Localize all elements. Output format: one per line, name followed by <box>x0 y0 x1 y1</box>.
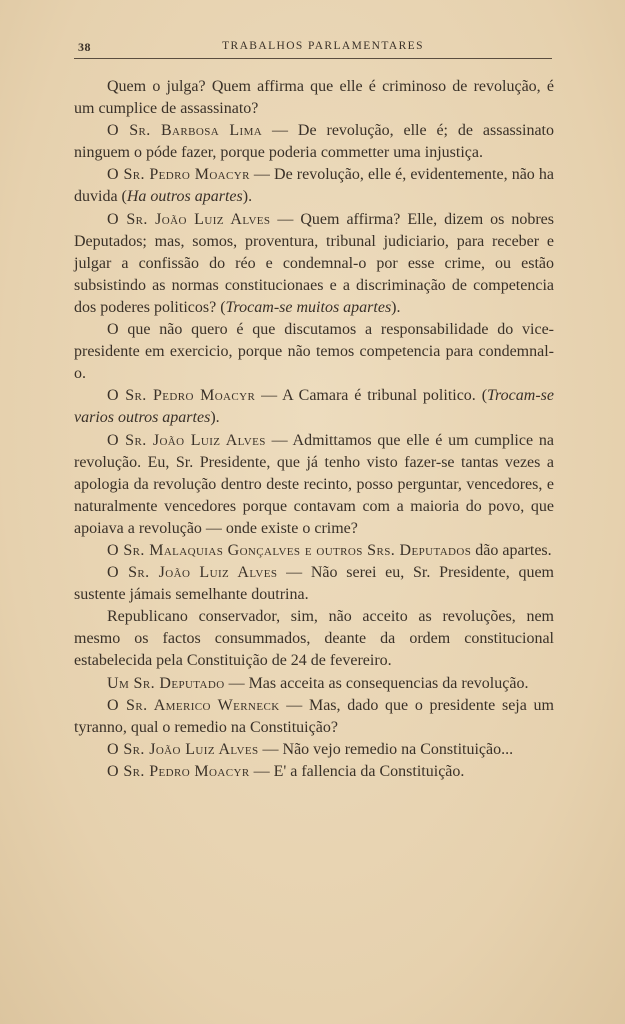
paragraph <box>74 385 554 429</box>
paragraph <box>74 430 554 540</box>
paragraph-text: — E' a fallencia da Constituição. <box>249 762 465 780</box>
speaker-name: Um Sr. Deputado <box>107 674 225 692</box>
paragraph-text: — A Camara é tribunal politico. ( <box>255 387 488 405</box>
paragraph-tail: ). <box>242 188 253 206</box>
paragraph <box>74 673 554 695</box>
paragraph-text: Republicano conservador, sim, não acceito as revoluções, nem mesmo os factos consummados, deante da ordem constitucional estabelecida pela Constituição de 24 de fevereiro. <box>74 608 554 670</box>
paragraph-text: — Não serei eu, Sr. Presidente, quem sustente jámais semelhante doutrina. <box>74 564 555 604</box>
paragraph <box>74 319 554 385</box>
paragraph <box>74 540 554 562</box>
paragraph-text: dão apartes. <box>471 541 552 559</box>
paragraph <box>74 739 554 761</box>
paragraph <box>74 209 554 319</box>
paragraph <box>74 120 554 164</box>
paragraph <box>74 76 554 120</box>
paragraph-text: O que não quero é que discutamos a responsabilidade do vice-presidente em exercicio, porque não temos competencia para condemnal-o. <box>74 321 554 383</box>
paragraph-text: — De revolução, elle é; de assassinato ninguem o póde fazer, porque poderia commetter uma injustiça. <box>74 122 554 162</box>
speaker-name: O Sr. João Luiz Alves <box>107 210 271 228</box>
speaker-name: O Sr. Pedro Moacyr <box>107 387 256 405</box>
paragraph-text: — De revolução, elle é, evidentemente, não ha duvida ( <box>74 166 554 206</box>
paragraph-text: — Admittamos que elle é um cumplice na revolução. Eu, Sr. Presidente, que já tenho visto fazer-se tantas vezes a apologia da revolução dentro deste recinto, posso perguntar, vencedores, e naturalmente vencedores porque contavam com a maioria do povo, que apoiava a revolução — onde existe o crime? <box>74 431 554 537</box>
paragraph-text: — Mas acceita as consequencias da revolução. <box>224 674 529 692</box>
speaker-name: O Sr. Pedro Moacyr <box>107 762 250 780</box>
paragraph <box>74 164 554 208</box>
stage-direction: Trocam-se muitos apartes <box>225 298 392 316</box>
speaker-name: O Sr. Americo Werneck <box>107 696 280 714</box>
body-text <box>74 76 554 783</box>
page-number: 38 <box>78 40 91 54</box>
speaker-name: O Sr. Barbosa Lima <box>107 122 263 140</box>
page-header <box>74 36 552 59</box>
paragraph-text: — Não vejo remedio na Constituição... <box>258 740 514 758</box>
speaker-name: O Sr. Malaquias Gonçalves e outros Srs. Deputados <box>107 541 472 559</box>
speaker-name: O Sr. João Luiz Alves <box>107 740 259 758</box>
paragraph-tail: ). <box>391 298 401 316</box>
speaker-name: O Sr. Pedro Moacyr <box>107 166 250 184</box>
paragraph-text: Quem o julga? Quem affirma que elle é criminoso de revolução, é um cumplice de assassinato? <box>74 78 554 118</box>
paragraph-tail: ). <box>210 409 220 427</box>
paragraph <box>74 562 554 606</box>
running-title: TRABALHOS PARLAMENTARES <box>222 40 424 52</box>
stage-direction: Ha outros apartes <box>126 188 243 206</box>
speaker-name: O Sr. João Luiz Alves <box>107 431 266 449</box>
speaker-name: O Sr. João Luiz Alves <box>107 564 278 582</box>
paragraph <box>74 606 554 672</box>
paragraph <box>74 695 554 739</box>
stage-direction: Trocam-se varios outros apartes <box>74 387 554 427</box>
paragraph-text: — Mas, dado que o presidente seja um tyranno, qual o remedio na Constituição? <box>74 696 554 736</box>
paragraph-text: — Quem affirma? Elle, dizem os nobres Deputados; mas, somos, proventura, tribunal judiciario, para receber e julgar a confissão do réo e condemnal-o por esse crime, ou estão subsistindo as normas constitucionaes e a discriminação de competencia dos poderes politicos? ( <box>74 210 554 316</box>
paragraph <box>74 761 554 783</box>
